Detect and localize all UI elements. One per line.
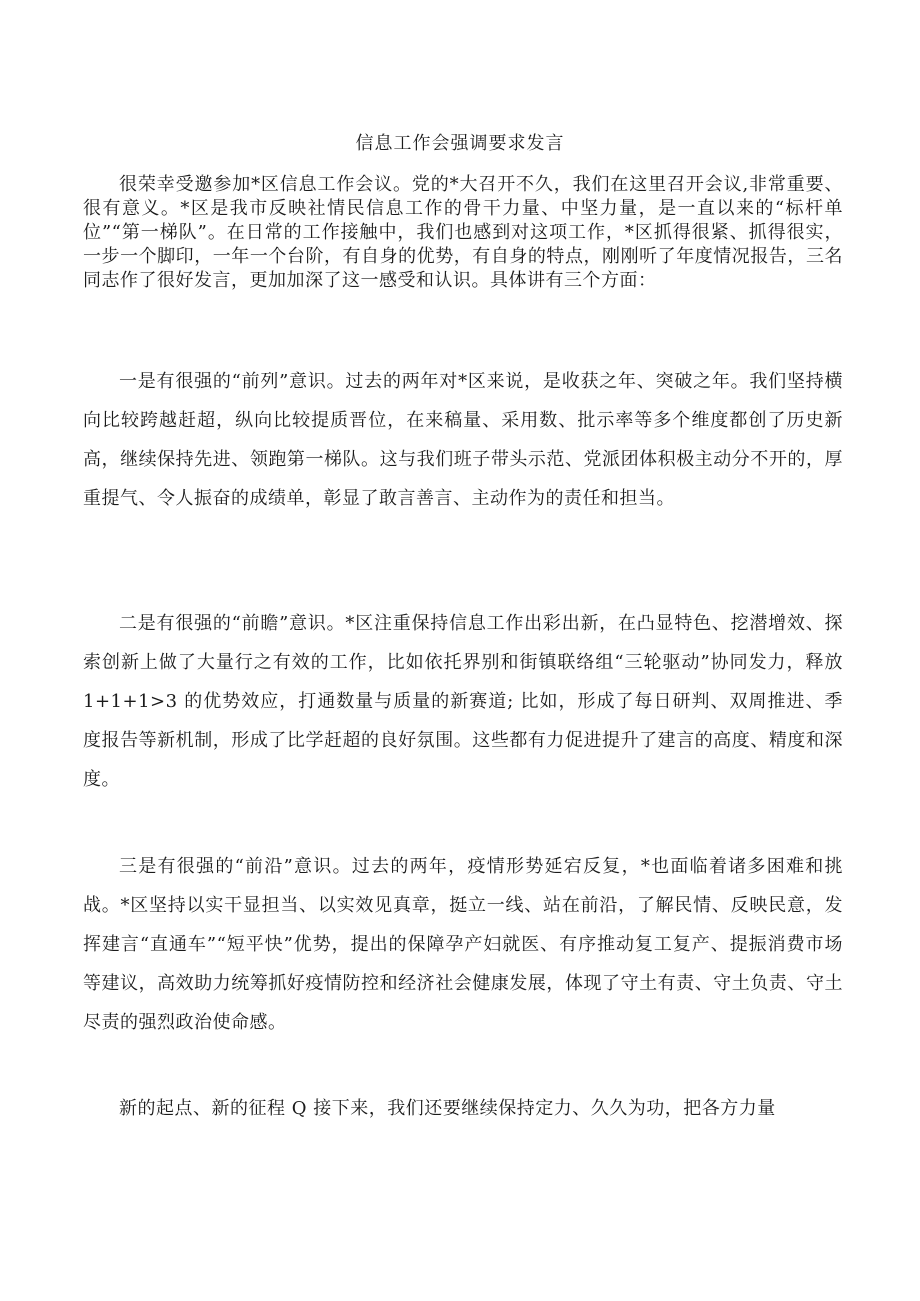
paragraph-point-one: 一是有很强的“前列”意识。过去的两年对*区来说，是收获之年、突破之年。我们坚持横向比较跨越赶超，纵向比较提质晋位，在来稿量、采用数、批示率等多个维度都创了历史新高，继续保持先进、领跑第一梯队。这与我们班子带头示范、党派团体积极主动分不开的，厚重提气、令人振奋的成绩单，彰显了敢言善言、主动作为的责任和担当。 [83, 371, 843, 509]
paragraph-point-three: 三是有很强的“前沿”意识。过去的两年，疫情形势延宕反复，*也面临着诸多困难和挑战。*区坚持以实干显担当、以实效见真章，挺立一线、站在前沿，了解民情、反映民意，发挥建言“直通车”“短平快”优势，提出的保障孕产妇就医、有序推动复工复产、提振消费市场等建议，高效助力统筹抓好疫情防控和经济社会健康发展，体现了守土有责、守土负责、守土尽责的强烈政治使命感。 [83, 856, 843, 1033]
document-title: 信息工作会强调要求发言 [355, 133, 565, 154]
paragraph-point-two: 二是有很强的“前瞻”意识。*区注重保持信息工作出彩出新，在凸显特色、挖潜增效、探索创新上做了大量行之有效的工作，比如依托界别和街镇联络组“三轮驱动”协同发力，释放 1+1+1>3 的优势效应，打通数量与质量的新赛道; 比如，形成了每日研判、双周推进、季度报告等新机制，形成了比学赶超的良好氛围。这些都有力促进提升了建言的高度、精度和深度。 [83, 613, 843, 790]
paragraph-conclusion: 新的起点、新的征程 Q 接下来，我们还要继续保持定力、久久为功，把各方力量 [119, 1098, 776, 1119]
paragraph-intro: 很荣幸受邀参加*区信息工作会议。党的*大召开不久，我们在这里召开会议,非常重要、很有意义。*区是我市反映社情民信息工作的骨干力量、中坚力量，是一直以来的“标杆单位”“第一梯队”。在日常的工作接触中，我们也感到对这项工作，*区抓得很紧、抓得很实，一步一个脚印，一年一个台阶，有自身的优势，有自身的特点，刚刚听了年度情况报告，三名同志作了很好发言，更加加深了这一感受和认识。具体讲有三个方面： [83, 174, 843, 291]
